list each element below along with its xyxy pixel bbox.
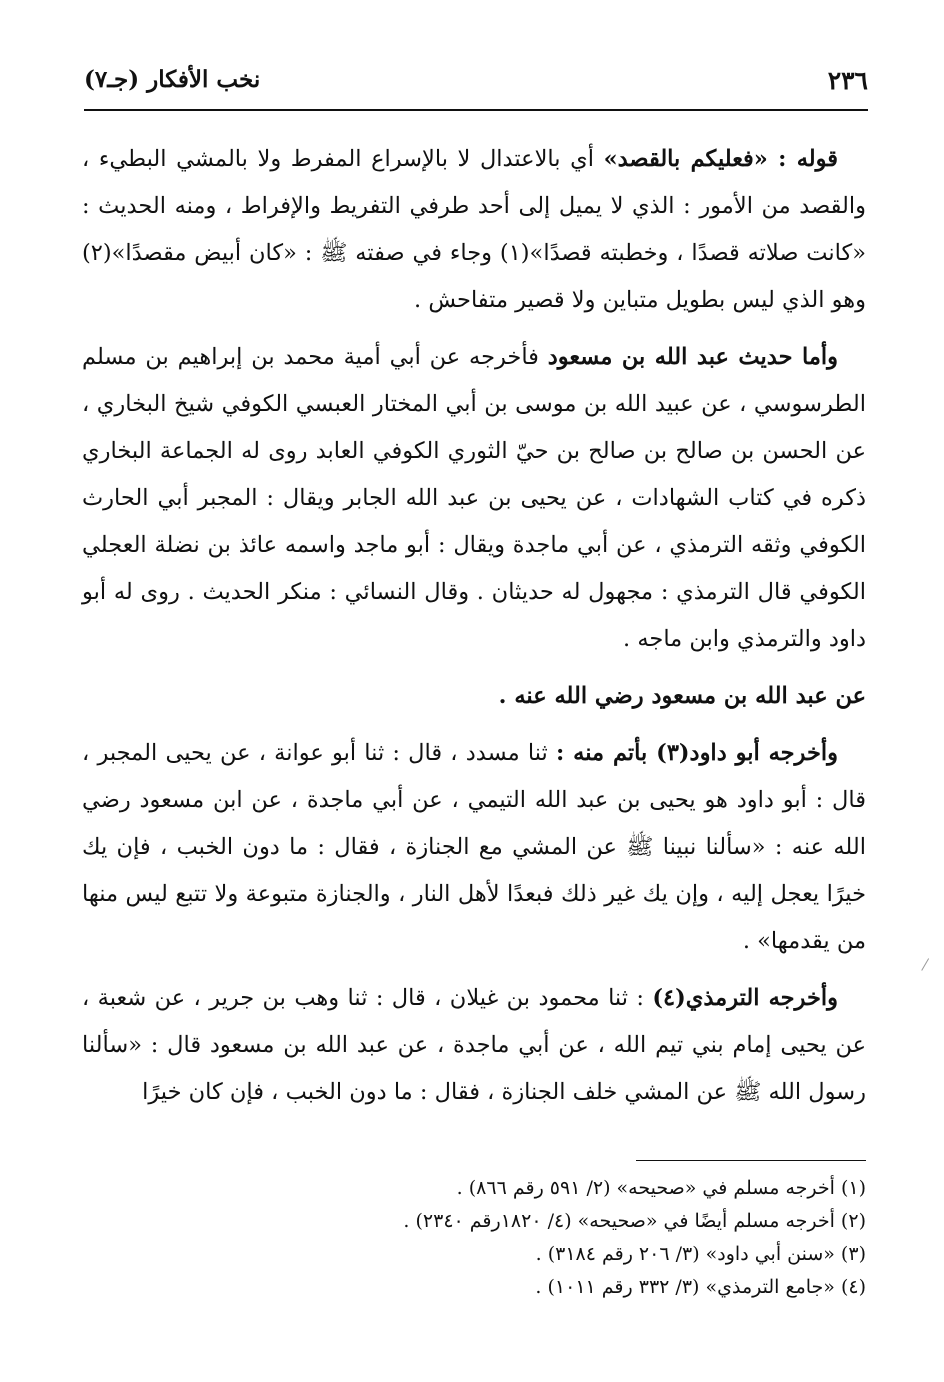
paragraph-lead: وأخرجه الترمذي(٤) [652,985,838,1011]
paragraph-text: أي بالاعتدال لا بالإسراع المفرط ولا بالمشي البطيء ، والقصد من الأمور : الذي لا يميل إلى أحد طرفي التفريط والإفراط ، ومنه الحديث : «كانت صلاته قصدًا ، وخطبته قصدًا»(١) وجاء في صفته ﷺ : «كان أبيض مقصدًا»(٢) وهو الذي ليس بطويل متباين ولا قصير متفاحش . [82,146,866,313]
paragraph [82,136,866,324]
paragraph [82,730,866,965]
page-number: ٢٣٦ [827,66,868,95]
footnote: (١) أخرجه مسلم في «صحيحه» (٢/ ٥٩١ رقم ٨٦٦) . [456,1177,866,1199]
footnote: (٢) أخرجه مسلم أيضًا في «صحيحه» (٤/ ١٨٢٠رقم ٢٣٤٠) . [403,1210,866,1232]
margin-mark [921,958,938,976]
footnotes [82,1172,866,1304]
header-rule [84,109,868,111]
section-heading: عن عبد الله بن مسعود رضي الله عنه . [498,683,866,709]
footnote: (٣) «سنن أبي داود» (٣/ ٢٠٦ رقم ٣١٨٤) . [535,1243,866,1265]
paragraph [82,975,866,1116]
running-title: نخب الأفكار (جـ٧) [84,66,261,93]
footnote-rule [636,1160,866,1161]
page-header [84,62,868,102]
paragraph-text: فأخرجه عن أبي أمية محمد بن إبراهيم بن مسلم الطرسوسي ، عن عبيد الله بن موسى بن أبي المختار العبسي الكوفي شيخ البخاري ، عن الحسن بن صالح بن صالح بن حيّ الثوري الكوفي العابد روى له الجماعة البخاري ذكره في كتاب الشهادات ، عن يحيى بن عبد الله الجابر ويقال : المجبر أبي الحارث الكوفي وثقه الترمذي ، عن أبي ماجدة ويقال : أبو ماجد واسمه عائذ بن نضلة العجلي الكوفي قال الترمذي : مجهول له حديثان . وقال النسائي : منكر الحديث . روى له أبو داود والترمذي وابن ماجه . [82,344,866,652]
paragraph-lead: وأخرجه أبو داود(٣) بأتم منه : [556,740,838,766]
paragraph [82,334,866,663]
main-text [82,136,866,1126]
footnote: (٤) «جامع الترمذي» (٣/ ٣٣٢ رقم ١٠١١) . [535,1276,866,1298]
paragraph-text: : ثنا محمود بن غيلان ، قال : ثنا وهب بن جرير ، عن شعبة ، عن يحيى إمام بني تيم الله ، عن أبي ماجدة ، عن عبد الله بن مسعود قال : «سألنا رسول الله ﷺ عن المشي خلف الجنازة ، فقال : ما دون الخبب ، فإن كان خيرًا [82,985,866,1105]
paragraph-text: ثنا مسدد ، قال : ثنا أبو عوانة ، عن يحيى المجبر ، قال : أبو داود هو يحيى بن عبد الله التيمي ، عن أبي ماجدة ، عن ابن مسعود رضي الله عنه : «سألنا نبينا ﷺ عن المشي مع الجنازة ، فقال : ما دون الخبب ، فإن يك خيرًا يعجل إليه ، وإن يك غير ذلك فبعدًا لأهل النار ، والجنازة متبوعة ولا تتبع ليس منها من يقدمها» . [82,740,866,954]
paragraph-lead: قوله : «فعليكم بالقصد» [603,146,839,172]
paragraph-lead: وأما حديث عبد الله بن مسعود [547,344,839,370]
